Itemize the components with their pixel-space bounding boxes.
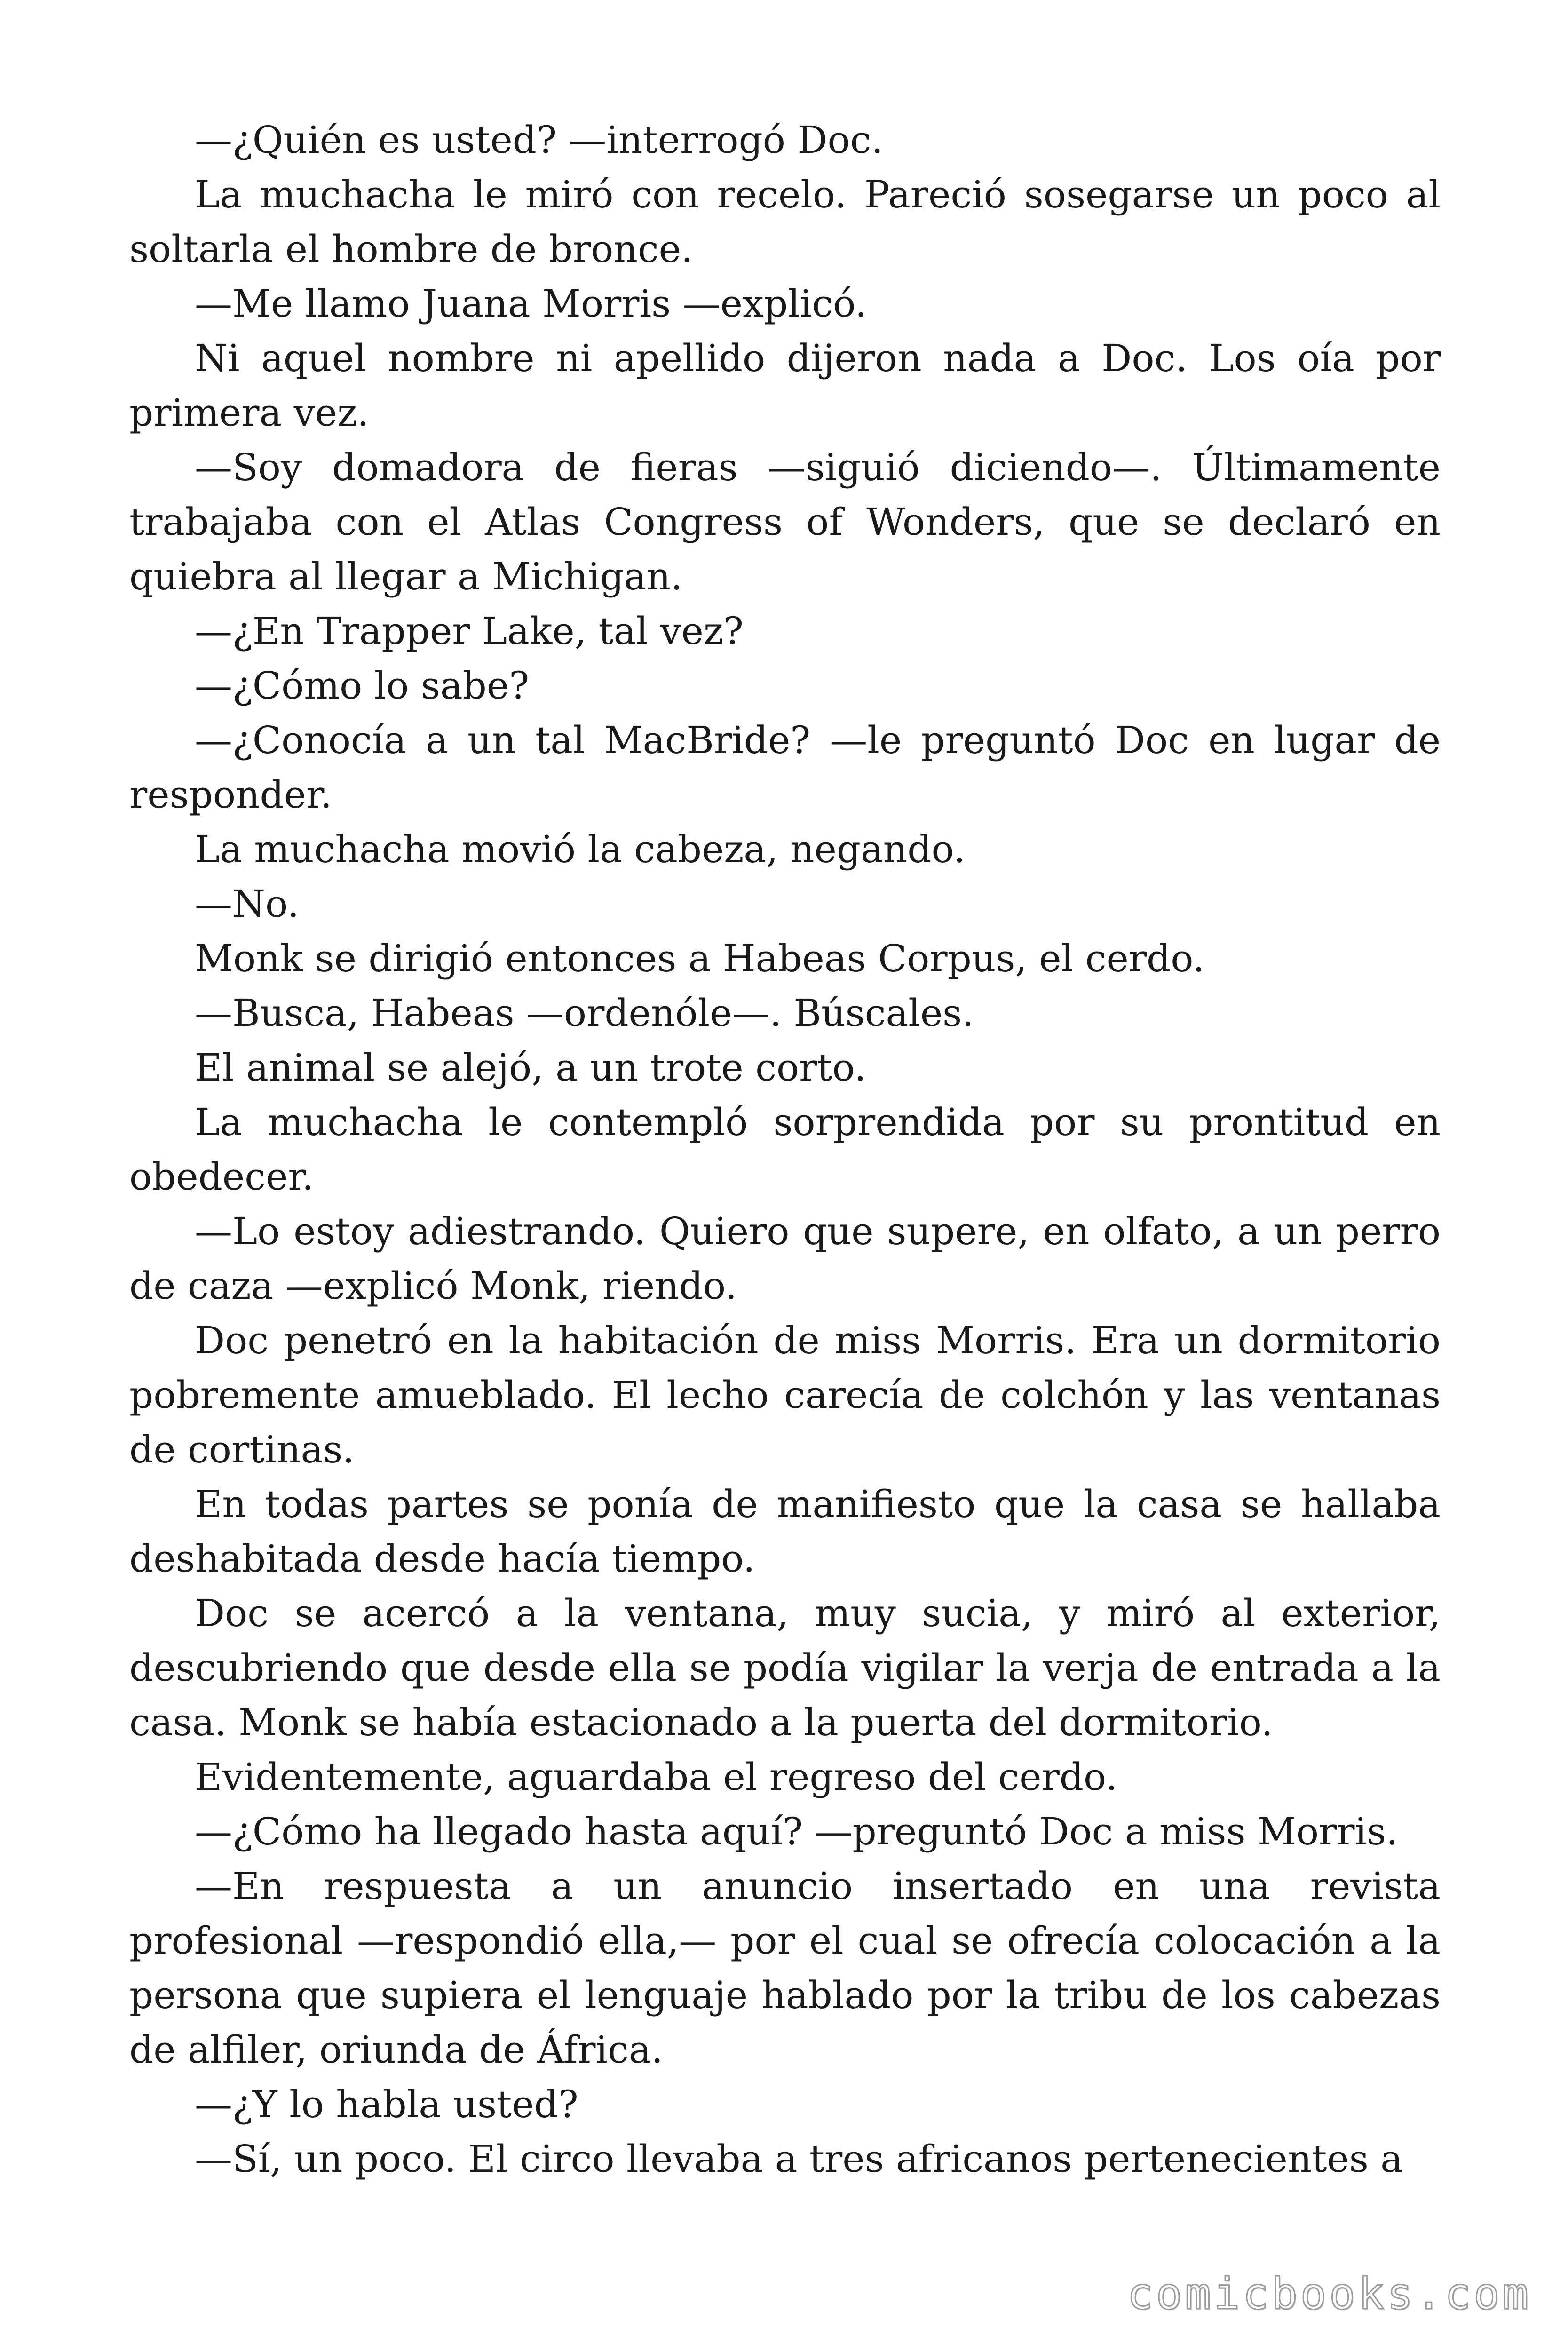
paragraph: —Busca, Habeas —ordenóle—. Búscales. [195,991,974,1035]
paragraph: La muchacha le contempló sorprendida por su prontitud en obedecer. [129,1100,1453,1199]
paragraph: Evidentemente, aguardaba el regreso del cerdo. [195,1755,1118,1799]
paragraph: El animal se alejó, a un trote corto. [195,1046,866,1089]
paragraph: —¿Cómo lo sabe? [195,664,530,707]
paragraph: —¿Cómo ha llegado hasta aquí? —preguntó Doc a miss Morris. [195,1810,1398,1853]
paragraph: —¿En Trapper Lake, tal vez? [195,609,744,653]
watermark: comicbooks.com [1127,2269,1531,2319]
paragraph: —Soy domadora de fieras —siguió diciendo—. Últimamente trabajaba con el Atlas Congress of Wonders, que se declaró en quiebra al llegar a Michigan. [129,445,1453,598]
paragraph: —Me llamo Juana Morris —explicó. [195,282,867,326]
page-text [129,113,1453,2186]
paragraph: Doc penetró en la habitación de miss Morris. Era un dormitorio pobremente amueblado. El lecho carecía de colchón y las ventanas de cortinas. [129,1319,1453,1471]
paragraph: —En respuesta a un anuncio insertado en una revista profesional —respondió ella,— por el cual se ofrecía colocación a la persona que supiera el lenguaje hablado por la tribu de los cabezas de alfiler, oriunda de África. [129,1864,1453,2072]
paragraph: La muchacha movió la cabeza, negando. [195,827,966,871]
paragraph: Doc se acercó a la ventana, muy sucia, y miró al exterior, descubriendo que desde ella se podía vigilar la verja de entrada a la casa. Monk se había estacionado a la puerta del dormitorio. [129,1591,1453,1744]
paragraph: —Sí, un poco. El circo llevaba a tres africanos pertenecientes a [195,2137,1403,2181]
paragraph: —¿Quién es usted? —interrogó Doc. [195,118,883,162]
paragraph: —No. [195,882,300,926]
paragraph: La muchacha le miró con recelo. Pareció sosegarse un poco al soltarla el hombre de bronce. [129,173,1453,271]
paragraph: —Lo estoy adiestrando. Quiero que supere, en olfato, a un perro de caza —explicó Monk, riendo. [129,1209,1453,1308]
paragraph: En todas partes se ponía de manifiesto que la casa se hallaba deshabitada desde hacía tiempo. [129,1482,1453,1581]
paragraph: —¿Y lo habla usted? [195,2082,578,2126]
paragraph: Monk se dirigió entonces a Habeas Corpus, el cerdo. [195,937,1205,980]
paragraph: Ni aquel nombre ni apellido dijeron nada a Doc. Los oía por primera vez. [129,336,1453,435]
paragraph: —¿Conocía a un tal MacBride? —le preguntó Doc en lugar de responder. [129,718,1453,817]
